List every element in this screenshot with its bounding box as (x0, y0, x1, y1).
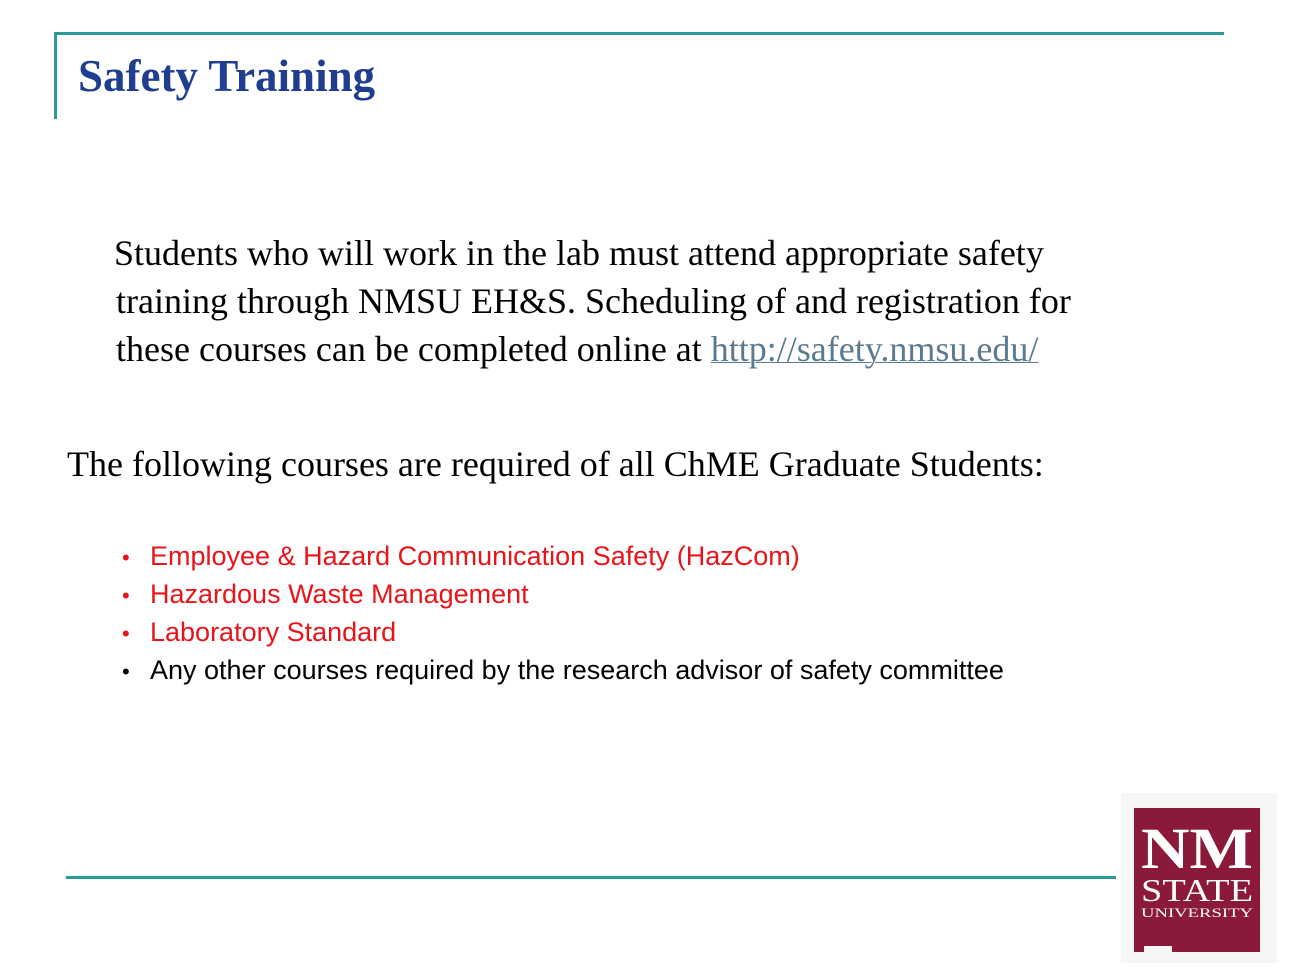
course-list (122, 538, 1004, 690)
nmsu-logo (1121, 793, 1277, 963)
logo-nm-text: NM (1141, 816, 1253, 881)
intro-line-1: Students who will work in the lab must attend appropriate safety (114, 233, 1044, 273)
required-courses-heading: The following courses are required of all ChME Graduate Students: (67, 444, 1044, 484)
course-label: Hazardous Waste Management (150, 579, 529, 609)
slide-title: Safety Training (78, 51, 376, 101)
list-item (122, 576, 1004, 614)
intro-line-3-text: these courses can be completed online at (116, 329, 711, 369)
title-left-rule (54, 32, 57, 119)
bullet-icon: • (122, 583, 130, 608)
list-item (122, 652, 1004, 690)
title-top-rule (54, 32, 1224, 35)
list-item (122, 538, 1004, 576)
nmsu-logo-mark (1134, 808, 1260, 952)
bullet-icon: • (122, 621, 130, 646)
course-label: Any other courses required by the research advisor of safety committee (150, 655, 1004, 685)
course-label: Laboratory Standard (150, 617, 397, 647)
intro-paragraph (114, 229, 1194, 373)
bullet-icon: • (122, 659, 130, 684)
intro-line-2: training through NMSU EH&S. Scheduling of and registration for (116, 281, 1071, 321)
logo-state-text: STATE (1141, 872, 1253, 908)
bullet-icon: • (122, 545, 130, 570)
logo-university-text: UNIVERSITY (1141, 905, 1254, 920)
list-item (122, 614, 1004, 652)
safety-website-link[interactable]: http://safety.nmsu.edu/ (710, 329, 1039, 369)
footer-rule (66, 876, 1116, 879)
intro-line-3 (114, 325, 1194, 373)
course-label: Employee & Hazard Communication Safety (HazCom) (150, 541, 800, 571)
